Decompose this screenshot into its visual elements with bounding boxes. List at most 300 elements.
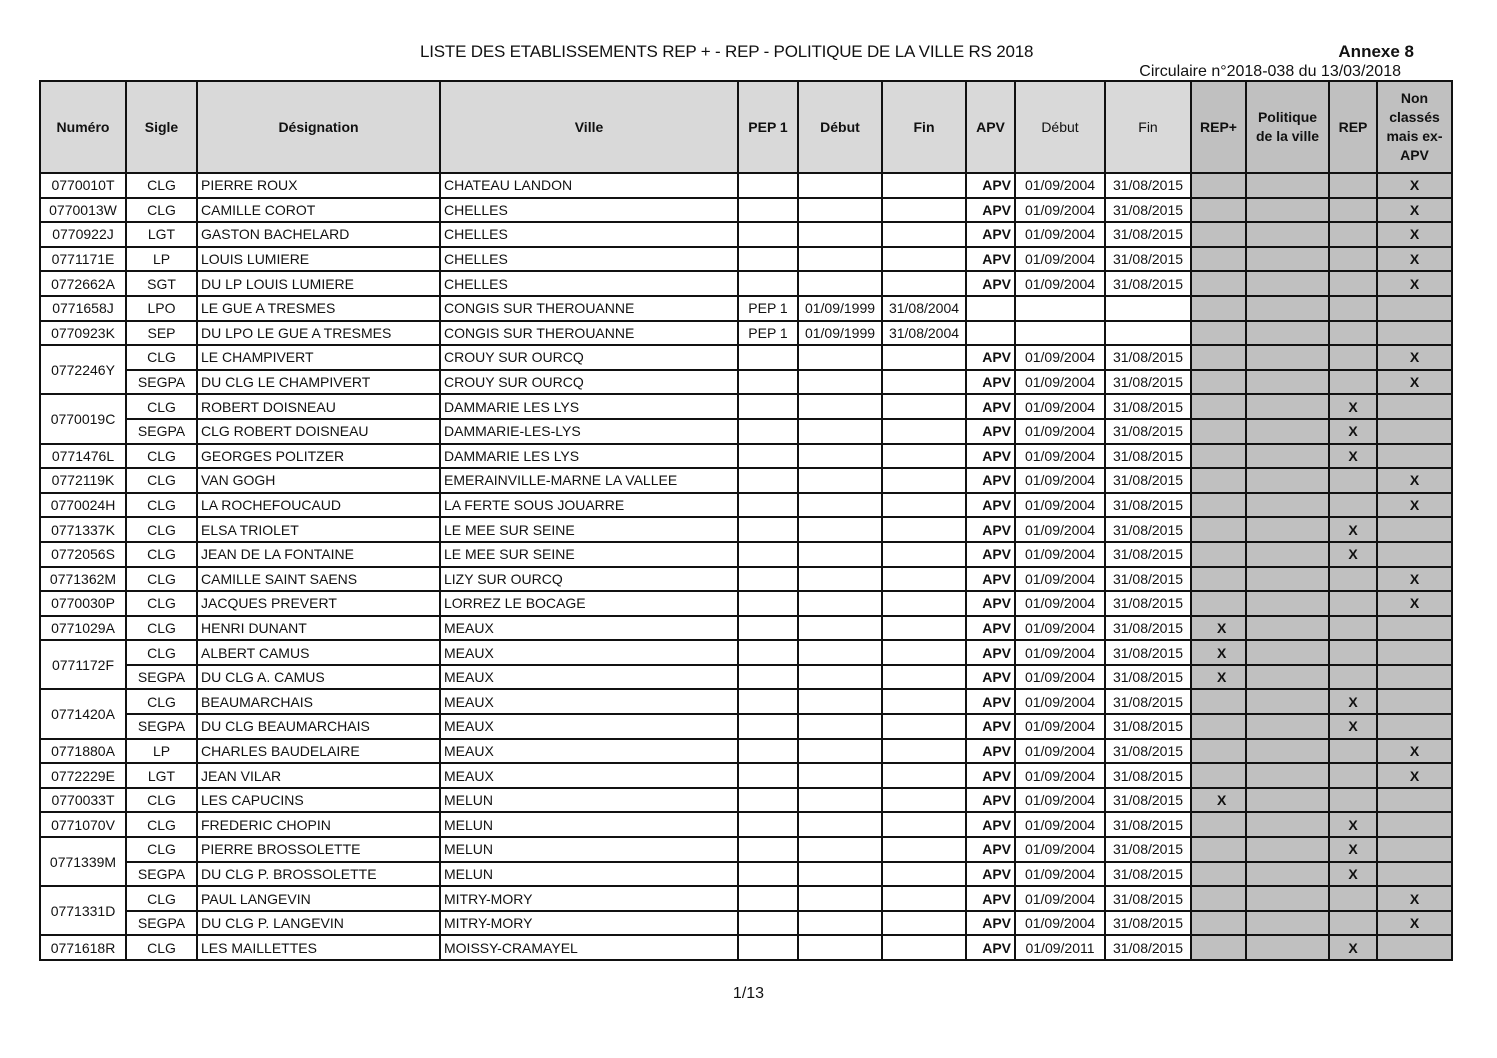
sigle-cell: CLG: [126, 689, 197, 714]
numero-cell: 0770922J: [40, 222, 126, 247]
rep-cell: X: [1329, 542, 1377, 567]
numero-cell: 0771880A: [40, 739, 126, 764]
pep-debut-cell: [798, 714, 882, 739]
politique-ville-cell: [1246, 812, 1329, 837]
sigle-cell: LGT: [126, 222, 197, 247]
rep-plus-cell: [1191, 935, 1246, 960]
apv-cell: APV: [966, 665, 1015, 690]
pep1-cell: [738, 788, 798, 813]
table-row: [40, 419, 1452, 444]
table-row: [40, 493, 1452, 518]
designation-cell: LE CHAMPIVERT: [197, 345, 440, 370]
designation-cell: BEAUMARCHAIS: [197, 689, 440, 714]
pep1-cell: [738, 493, 798, 518]
sigle-cell: SEGPA: [126, 862, 197, 887]
rep-plus-cell: [1191, 271, 1246, 296]
apv-fin-cell: 31/08/2015: [1105, 394, 1191, 419]
sigle-cell: CLG: [126, 345, 197, 370]
non-classes-cell: [1377, 640, 1452, 665]
apv-debut-cell: 01/09/2004: [1015, 911, 1105, 936]
pep-debut-cell: 01/09/1999: [798, 296, 882, 321]
apv-fin-cell: 31/08/2015: [1105, 419, 1191, 444]
ville-cell: CHELLES: [440, 271, 738, 296]
numero-cell: 0771337K: [40, 517, 126, 542]
apv-debut-cell: 01/09/2004: [1015, 689, 1105, 714]
col-apv-debut: Début: [1015, 81, 1105, 173]
apv-fin-cell: 31/08/2015: [1105, 739, 1191, 764]
non-classes-cell: [1377, 321, 1452, 346]
sigle-cell: SEGPA: [126, 419, 197, 444]
ville-cell: DAMMARIE-LES-LYS: [440, 419, 738, 444]
rep-plus-cell: [1191, 763, 1246, 788]
designation-cell: ROBERT DOISNEAU: [197, 394, 440, 419]
apv-fin-cell: 31/08/2015: [1105, 788, 1191, 813]
ville-cell: CROUY SUR OURCQ: [440, 370, 738, 395]
col-ville: Ville: [440, 81, 738, 173]
pep-fin-cell: [882, 616, 966, 641]
sigle-cell: LP: [126, 247, 197, 272]
non-classes-cell: [1377, 812, 1452, 837]
politique-ville-cell: [1246, 763, 1329, 788]
pep-fin-cell: [882, 271, 966, 296]
rep-cell: [1329, 271, 1377, 296]
sigle-cell: CLG: [126, 935, 197, 960]
table-row: [40, 321, 1452, 346]
politique-ville-cell: [1246, 788, 1329, 813]
numero-cell: 0770923K: [40, 321, 126, 346]
ville-cell: DAMMARIE LES LYS: [440, 444, 738, 469]
pep1-cell: [738, 567, 798, 592]
designation-cell: DU CLG BEAUMARCHAIS: [197, 714, 440, 739]
pep-fin-cell: [882, 468, 966, 493]
apv-cell: APV: [966, 517, 1015, 542]
rep-plus-cell: [1191, 911, 1246, 936]
apv-fin-cell: 31/08/2015: [1105, 591, 1191, 616]
apv-debut-cell: 01/09/2004: [1015, 198, 1105, 223]
pep1-cell: [738, 911, 798, 936]
ville-cell: CROUY SUR OURCQ: [440, 345, 738, 370]
apv-cell: APV: [966, 468, 1015, 493]
apv-fin-cell: 31/08/2015: [1105, 370, 1191, 395]
sigle-cell: CLG: [126, 542, 197, 567]
pep-debut-cell: [798, 763, 882, 788]
rep-plus-cell: [1191, 837, 1246, 862]
apv-cell: APV: [966, 763, 1015, 788]
non-classes-cell: [1377, 788, 1452, 813]
table-row: [40, 567, 1452, 592]
non-classes-cell: X: [1377, 911, 1452, 936]
pep-debut-cell: [798, 935, 882, 960]
apv-fin-cell: 31/08/2015: [1105, 198, 1191, 223]
apv-fin-cell: 31/08/2015: [1105, 862, 1191, 887]
designation-cell: DU CLG LE CHAMPIVERT: [197, 370, 440, 395]
designation-cell: PIERRE ROUX: [197, 173, 440, 198]
rep-plus-cell: X: [1191, 665, 1246, 690]
rep-plus-cell: [1191, 345, 1246, 370]
designation-cell: PIERRE BROSSOLETTE: [197, 837, 440, 862]
col-sigle: Sigle: [126, 81, 197, 173]
rep-plus-cell: [1191, 812, 1246, 837]
pep-debut-cell: [798, 444, 882, 469]
designation-cell: ALBERT CAMUS: [197, 640, 440, 665]
apv-debut-cell: 01/09/2004: [1015, 862, 1105, 887]
apv-cell: APV: [966, 640, 1015, 665]
table-row: [40, 911, 1452, 936]
rep-plus-cell: [1191, 321, 1246, 346]
apv-debut-cell: 01/09/2004: [1015, 271, 1105, 296]
apv-cell: APV: [966, 788, 1015, 813]
apv-cell: APV: [966, 394, 1015, 419]
apv-debut-cell: 01/09/2004: [1015, 370, 1105, 395]
rep-plus-cell: [1191, 689, 1246, 714]
ville-cell: LORREZ LE BOCAGE: [440, 591, 738, 616]
col-rep: REP: [1329, 81, 1377, 173]
apv-fin-cell: 31/08/2015: [1105, 714, 1191, 739]
designation-cell: GEORGES POLITZER: [197, 444, 440, 469]
apv-fin-cell: 31/08/2015: [1105, 247, 1191, 272]
ville-cell: MITRY-MORY: [440, 911, 738, 936]
pep-fin-cell: [882, 714, 966, 739]
rep-cell: [1329, 198, 1377, 223]
numero-cell: 0771029A: [40, 616, 126, 641]
apv-cell: APV: [966, 247, 1015, 272]
rep-plus-cell: X: [1191, 640, 1246, 665]
designation-cell: VAN GOGH: [197, 468, 440, 493]
numero-cell: 0772056S: [40, 542, 126, 567]
rep-plus-cell: [1191, 173, 1246, 198]
designation-cell: JEAN DE LA FONTAINE: [197, 542, 440, 567]
pep-debut-cell: [798, 862, 882, 887]
apv-cell: APV: [966, 419, 1015, 444]
apv-debut-cell: 01/09/2004: [1015, 493, 1105, 518]
apv-debut-cell: 01/09/2011: [1015, 935, 1105, 960]
apv-cell: APV: [966, 689, 1015, 714]
sigle-cell: CLG: [126, 812, 197, 837]
rep-plus-cell: [1191, 862, 1246, 887]
table-row: [40, 714, 1452, 739]
sigle-cell: CLG: [126, 444, 197, 469]
pep1-cell: [738, 419, 798, 444]
non-classes-cell: X: [1377, 468, 1452, 493]
politique-ville-cell: [1246, 173, 1329, 198]
politique-ville-cell: [1246, 493, 1329, 518]
pep1-cell: [738, 271, 798, 296]
rep-cell: X: [1329, 935, 1377, 960]
pep-fin-cell: [882, 222, 966, 247]
apv-cell: APV: [966, 493, 1015, 518]
apv-fin-cell: 31/08/2015: [1105, 911, 1191, 936]
rep-plus-cell: [1191, 419, 1246, 444]
politique-ville-cell: [1246, 222, 1329, 247]
non-classes-cell: [1377, 714, 1452, 739]
designation-cell: DU CLG P. LANGEVIN: [197, 911, 440, 936]
apv-cell: APV: [966, 837, 1015, 862]
pep1-cell: [738, 247, 798, 272]
politique-ville-cell: [1246, 935, 1329, 960]
numero-cell: 0771362M: [40, 567, 126, 592]
non-classes-cell: X: [1377, 493, 1452, 518]
pep1-cell: [738, 542, 798, 567]
ville-cell: MELUN: [440, 862, 738, 887]
table-row: [40, 862, 1452, 887]
rep-plus-cell: [1191, 567, 1246, 592]
ville-cell: EMERAINVILLE-MARNE LA VALLEE: [440, 468, 738, 493]
rep-cell: X: [1329, 517, 1377, 542]
rep-cell: [1329, 665, 1377, 690]
annexe-label: Annexe 8: [1338, 42, 1414, 61]
apv-debut-cell: 01/09/2004: [1015, 665, 1105, 690]
politique-ville-cell: [1246, 345, 1329, 370]
table-row: [40, 689, 1452, 714]
politique-ville-cell: [1246, 665, 1329, 690]
pep1-cell: [738, 591, 798, 616]
politique-ville-cell: [1246, 419, 1329, 444]
numero-cell: 0770013W: [40, 198, 126, 223]
table-row: [40, 222, 1452, 247]
non-classes-cell: X: [1377, 567, 1452, 592]
apv-cell: APV: [966, 444, 1015, 469]
apv-cell: APV: [966, 739, 1015, 764]
pep-debut-cell: [798, 542, 882, 567]
numero-cell: 0770033T: [40, 788, 126, 813]
rep-cell: X: [1329, 837, 1377, 862]
rep-plus-cell: [1191, 542, 1246, 567]
rep-cell: X: [1329, 714, 1377, 739]
pep-fin-cell: [882, 640, 966, 665]
apv-fin-cell: 31/08/2015: [1105, 689, 1191, 714]
numero-cell: 0772119K: [40, 468, 126, 493]
apv-fin-cell: [1105, 296, 1191, 321]
pep-fin-cell: [882, 591, 966, 616]
ville-cell: MEAUX: [440, 714, 738, 739]
pep-debut-cell: [798, 493, 882, 518]
numero-cell: 0771172F: [40, 640, 126, 689]
non-classes-cell: X: [1377, 222, 1452, 247]
pep-fin-cell: [882, 862, 966, 887]
pep1-cell: PEP 1: [738, 321, 798, 346]
politique-ville-cell: [1246, 370, 1329, 395]
politique-ville-cell: [1246, 517, 1329, 542]
table-row: [40, 763, 1452, 788]
pep-debut-cell: [798, 517, 882, 542]
pep-debut-cell: [798, 468, 882, 493]
designation-cell: DU CLG P. BROSSOLETTE: [197, 862, 440, 887]
non-classes-cell: X: [1377, 247, 1452, 272]
pep-debut-cell: [798, 567, 882, 592]
pep-debut-cell: [798, 345, 882, 370]
rep-cell: [1329, 345, 1377, 370]
pep-fin-cell: [882, 665, 966, 690]
apv-debut-cell: 01/09/2004: [1015, 837, 1105, 862]
pep-fin-cell: [882, 911, 966, 936]
table-row: [40, 444, 1452, 469]
ville-cell: MELUN: [440, 788, 738, 813]
apv-cell: APV: [966, 198, 1015, 223]
pep-debut-cell: [798, 837, 882, 862]
politique-ville-cell: [1246, 837, 1329, 862]
pep-fin-cell: 31/08/2004: [882, 296, 966, 321]
col-numero: Numéro: [40, 81, 126, 173]
rep-plus-cell: [1191, 493, 1246, 518]
designation-cell: DU LPO LE GUE A TRESMES: [197, 321, 440, 346]
designation-cell: DU LP LOUIS LUMIERE: [197, 271, 440, 296]
pep-fin-cell: [882, 788, 966, 813]
politique-ville-cell: [1246, 247, 1329, 272]
politique-ville-cell: [1246, 468, 1329, 493]
apv-debut-cell: 01/09/2004: [1015, 788, 1105, 813]
rep-cell: [1329, 591, 1377, 616]
pep1-cell: [738, 763, 798, 788]
table-row: [40, 739, 1452, 764]
table-row: [40, 591, 1452, 616]
pep1-cell: [738, 665, 798, 690]
apv-cell: APV: [966, 370, 1015, 395]
rep-cell: [1329, 247, 1377, 272]
ville-cell: LIZY SUR OURCQ: [440, 567, 738, 592]
designation-cell: DU CLG A. CAMUS: [197, 665, 440, 690]
pep1-cell: [738, 616, 798, 641]
pep-debut-cell: [798, 198, 882, 223]
non-classes-cell: [1377, 689, 1452, 714]
numero-cell: 0771331D: [40, 886, 126, 935]
apv-cell: APV: [966, 567, 1015, 592]
designation-cell: LES MAILLETTES: [197, 935, 440, 960]
pep-fin-cell: [882, 370, 966, 395]
politique-ville-cell: [1246, 862, 1329, 887]
sigle-cell: CLG: [126, 640, 197, 665]
rep-cell: [1329, 370, 1377, 395]
pep-fin-cell: 31/08/2004: [882, 321, 966, 346]
apv-cell: APV: [966, 714, 1015, 739]
sigle-cell: LGT: [126, 763, 197, 788]
rep-plus-cell: [1191, 296, 1246, 321]
col-designation: Désignation: [197, 81, 440, 173]
apv-debut-cell: 01/09/2004: [1015, 444, 1105, 469]
apv-debut-cell: 01/09/2004: [1015, 763, 1105, 788]
apv-cell: APV: [966, 542, 1015, 567]
apv-debut-cell: 01/09/2004: [1015, 640, 1105, 665]
sigle-cell: CLG: [126, 517, 197, 542]
pep1-cell: PEP 1: [738, 296, 798, 321]
pep-fin-cell: [882, 493, 966, 518]
rep-plus-cell: [1191, 591, 1246, 616]
apv-cell: [966, 321, 1015, 346]
rep-cell: X: [1329, 394, 1377, 419]
politique-ville-cell: [1246, 296, 1329, 321]
rep-cell: [1329, 493, 1377, 518]
pep-fin-cell: [882, 542, 966, 567]
sigle-cell: SEGPA: [126, 665, 197, 690]
sigle-cell: SEGPA: [126, 911, 197, 936]
col-pep1: PEP 1: [738, 81, 798, 173]
table-row: [40, 886, 1452, 911]
apv-fin-cell: 31/08/2015: [1105, 665, 1191, 690]
ville-cell: LE MEE SUR SEINE: [440, 542, 738, 567]
rep-cell: [1329, 321, 1377, 346]
designation-cell: PAUL LANGEVIN: [197, 886, 440, 911]
apv-debut-cell: 01/09/2004: [1015, 616, 1105, 641]
designation-cell: LOUIS LUMIERE: [197, 247, 440, 272]
pep-debut-cell: [798, 640, 882, 665]
non-classes-cell: [1377, 444, 1452, 469]
table-row: [40, 345, 1452, 370]
pep1-cell: [738, 173, 798, 198]
rep-plus-cell: [1191, 886, 1246, 911]
pep-debut-cell: [798, 247, 882, 272]
apv-cell: APV: [966, 173, 1015, 198]
rep-cell: [1329, 468, 1377, 493]
rep-plus-cell: [1191, 444, 1246, 469]
apv-cell: APV: [966, 935, 1015, 960]
col-rep-plus: REP+: [1191, 81, 1246, 173]
designation-cell: FREDERIC CHOPIN: [197, 812, 440, 837]
non-classes-cell: [1377, 935, 1452, 960]
table-row: [40, 640, 1452, 665]
apv-debut-cell: 01/09/2004: [1015, 542, 1105, 567]
numero-cell: 0771618R: [40, 935, 126, 960]
rep-plus-cell: [1191, 198, 1246, 223]
header-row: [40, 81, 1452, 173]
apv-fin-cell: [1105, 321, 1191, 346]
numero-cell: 0770030P: [40, 591, 126, 616]
sigle-cell: CLG: [126, 616, 197, 641]
pep-fin-cell: [882, 812, 966, 837]
non-classes-cell: X: [1377, 763, 1452, 788]
sigle-cell: CLG: [126, 886, 197, 911]
table-row: [40, 542, 1452, 567]
ville-cell: MELUN: [440, 837, 738, 862]
rep-plus-cell: [1191, 739, 1246, 764]
non-classes-cell: X: [1377, 173, 1452, 198]
apv-debut-cell: 01/09/2004: [1015, 419, 1105, 444]
pep1-cell: [738, 345, 798, 370]
apv-fin-cell: 31/08/2015: [1105, 345, 1191, 370]
apv-cell: APV: [966, 271, 1015, 296]
pep1-cell: [738, 935, 798, 960]
pep-debut-cell: [798, 173, 882, 198]
politique-ville-cell: [1246, 321, 1329, 346]
pep1-cell: [738, 689, 798, 714]
rep-cell: [1329, 567, 1377, 592]
non-classes-cell: X: [1377, 345, 1452, 370]
politique-ville-cell: [1246, 739, 1329, 764]
designation-cell: HENRI DUNANT: [197, 616, 440, 641]
col-pep-debut: Début: [798, 81, 882, 173]
non-classes-cell: [1377, 296, 1452, 321]
pep-fin-cell: [882, 689, 966, 714]
rep-cell: [1329, 886, 1377, 911]
col-politique-ville: Politique de la ville: [1246, 81, 1329, 173]
rep-plus-cell: [1191, 714, 1246, 739]
col-pep-fin: Fin: [882, 81, 966, 173]
ville-cell: MEAUX: [440, 665, 738, 690]
ville-cell: CHATEAU LANDON: [440, 173, 738, 198]
table-row: [40, 468, 1452, 493]
pep-fin-cell: [882, 886, 966, 911]
sigle-cell: CLG: [126, 173, 197, 198]
rep-plus-cell: X: [1191, 788, 1246, 813]
pep-debut-cell: [798, 394, 882, 419]
rep-plus-cell: [1191, 370, 1246, 395]
pep-debut-cell: [798, 812, 882, 837]
non-classes-cell: [1377, 517, 1452, 542]
politique-ville-cell: [1246, 640, 1329, 665]
politique-ville-cell: [1246, 444, 1329, 469]
rep-plus-cell: [1191, 394, 1246, 419]
pep-fin-cell: [882, 394, 966, 419]
pep1-cell: [738, 640, 798, 665]
designation-cell: LA ROCHEFOUCAUD: [197, 493, 440, 518]
